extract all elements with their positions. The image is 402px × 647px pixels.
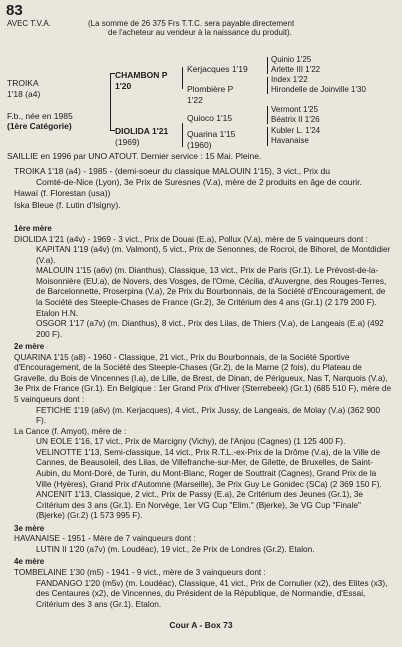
pedigree-bracket-line: [182, 123, 183, 147]
pedigree-bracket-line: [267, 77, 268, 94]
produce-entry: ANCENIT 1'13, Classique, 2 vict., Prix de Passy (E.a), 2e Critérium des Jeunes (Gr.1), 3e Critérium des 3 ans (Gr.1). En Norvège, 1er VG Cup "Elim." (Bjerke), 3e VG Cup "Finale" (Bjerke) (Gr.2) (1 573 995 F).: [36, 490, 363, 521]
fourth-dam-header: 4e mère: [14, 557, 45, 567]
produce-entry: FETICHE 1'19 (a6v) (m. Kerjacques), 4 vict., Prix Jussy, de Langeais, de Molay (V.a) (362 900 F).: [36, 405, 381, 426]
produce-entry: MALOUIN 1'15 (a6v) (m. Dianthus), Classique, 13 vict., Prix de Paris (Gr.1). Le Prévost-de-la-Moisonnière (EU.a), de Novers, des Vosges, de l'Orne, Cécilia, d'Auvergne, des Rouges-Terres, de Barcelonnette, Proserpina (V.a), 2e Prix du Bourbonnais, de la Société d'Encouragement, de la Société des Steeple-Chases de France (Gr.2), 3e Critérium des 4 ans (Gr.1) (2 179 200 F). Etalon H.N.: [36, 266, 387, 318]
pedigree-bracket-line: [267, 127, 268, 146]
third-dam-header: 3e mère: [14, 523, 45, 533]
performance-block: [14, 166, 392, 211]
payment-note-line1: (La somme de 26 375 Frs T.T.C. sera payable directement: [88, 19, 295, 28]
gen3-ancestor: Hirondelle de Joinville 1'30: [271, 85, 366, 94]
produce-entry: La Cance (f. Amyot), mère de :: [14, 426, 127, 436]
gen3-ancestor: Quinio 1'25: [271, 55, 312, 64]
horse-name: TROIKA: [7, 78, 39, 88]
sire-dam: Plombière P: [187, 84, 234, 94]
pedigree-bracket-line: [267, 106, 268, 124]
pedigree-bracket-line: [182, 67, 183, 89]
dam-name: DIOLIDA 1'21: [115, 126, 169, 136]
produce-entry: VELINOTTE 1'13, Semi-classique, 14 vict., Prix R.T.L.-ex-Prix de la Drôme (V.a), de la Ville de Cannes, de Beausoleil, des Lilas, de Villefranche-sur-Mer, de Gilette, de Bruxelles, de Saint-Aubin, du Mont-Doré, de Turin, du Mont-Blanc, Roger de Souttrait (Cagnes), Grand Prix de la Ville (Hyères), Grand Prix d'Automne (Marseille), 3e Prix Guy Le Gonidec (SCa) (2 369 150 F).: [36, 447, 382, 489]
produce-entry: FANDANGO 1'20 (m5v) (m. Loudéac), Classique, 41 vict., Prix de Cornulier (x2), des Elites (x3), des Centaures (x2), de Vincennes, du Président de la République, de Normandie, d'Essai, Critérium des 3 ans (Gr.1). Etalon.: [36, 578, 388, 609]
sire-dam-record: 1'22: [187, 95, 203, 105]
gen3-ancestor: Arlette III 1'22: [271, 65, 321, 74]
dam-entry: HAVANAISE - 1951 - Mère de 7 vainqueurs dont :: [14, 534, 196, 544]
second-dam-header: 2e mère: [14, 342, 45, 352]
lot-number: 83: [6, 2, 23, 19]
gen3-ancestor: Index 1'22: [271, 75, 308, 84]
vat-note: AVEC T.V.A.: [7, 19, 51, 28]
gen3-ancestor: Vermont 1'25: [271, 105, 318, 114]
dam-sire: Quioco 1'15: [187, 113, 233, 123]
pedigree-bracket-line: [110, 73, 111, 131]
dam-dam-year: (1960): [187, 140, 212, 150]
pedigree-bracket-line: [267, 57, 268, 74]
horse-birth: F.b., née en 1985: [7, 111, 73, 121]
payment-note-line2: de l'acheteur au vendeur à la naissance du produit).: [108, 28, 292, 37]
dam-entry: TOMBELAINE 1'30 (m5) - 1941 - 9 vict., mère de 3 vainqueurs dont :: [14, 568, 266, 577]
horse-category: (1ère Catégorie): [7, 121, 72, 131]
produce-entry: UN EOLE 1'16, 17 vict., Prix de Marcigny (Vichy), de l'Anjou (Cagnes) (1 125 400 F).: [36, 437, 346, 447]
sire-record: 1'20: [115, 81, 132, 91]
gen3-ancestor: Béatrix II 1'26: [271, 115, 320, 124]
stable-location: Cour A - Box 73: [169, 620, 233, 630]
dam-year: (1969): [115, 137, 140, 147]
covering-note: SAILLIE en 1996 par UNO ATOUT. Dernier service : 15 Mai. Pleine.: [7, 151, 262, 161]
horse-record: 1'18 (a4): [7, 89, 41, 99]
produce-line: Iska Bleue (f. Lutin d'Isigny).: [14, 199, 121, 210]
sire-name: CHAMBON P: [115, 70, 168, 80]
produce-entry: KAPITAN 1'19 (a4v) (m. Valmont), 5 vict., Prix de Senonnes, de Rocroi, de Bihorel, de Montdidier (V.a).: [36, 245, 391, 265]
produce-entry: LUTIN II 1'20 (a7v) (m. Loudéac), 19 vict., 2e Prix de Londres (Gr.2). Etalon.: [36, 544, 315, 554]
dam-entry: DIOLIDA 1'21 (a4v) - 1969 - 3 vict., Prix de Douai (E.a), Pollux (V.a), mère de 5 vainqueurs dont :: [14, 234, 368, 244]
performance-line: Comté-de-Nice (Lyon), 3e Prix de Suresnes (V.a), mère de 2 produits en âge de courir.: [36, 177, 362, 188]
performance-line: TROIKA 1'18 (a4) - 1985 - (demi-soeur du classique MALOUIN 1'15), 3 vict., Prix du: [14, 166, 330, 176]
dam-dam: Quarina 1'15: [187, 129, 236, 139]
sire-sire: Kerjacques 1'19: [187, 64, 248, 74]
gen3-ancestor: Havanaise: [271, 136, 309, 145]
produce-entry: OSGOR 1'17 (a7v) (m. Dianthus), 8 vict., Prix des Lilas, de Thiers (V.a), de Langeais (E.a) (492 200 F).: [36, 319, 384, 339]
dam-entry: QUARINA 1'15 (a8) - 1960 - Classique, 21 vict., Prix du Bourbonnais, de la Société Sportive d'Encouragement, de la Société des Steeple-Chases (Gr.2), de la Marne (2 fois), du Plateau de Gravelle, du Bois de Vincennes (I.a), de Lille, de Brest, de Dinan, de Périgueux, Nas T, Narquois (V.a), 3e Prix de France (Gr.1). En Belgique : 1er Grand Prix d'Hiver (Sterrebeek) (Gr.1) (685 510 F), mère de 5 vainqueurs dont :: [14, 352, 392, 404]
gen3-ancestor: Kubler L. 1'24: [271, 126, 321, 135]
produce-line: Hawaï (f. Florestan (usa)): [14, 188, 111, 199]
family-block: [14, 222, 392, 610]
first-dam-header: 1ère mère: [14, 224, 52, 233]
